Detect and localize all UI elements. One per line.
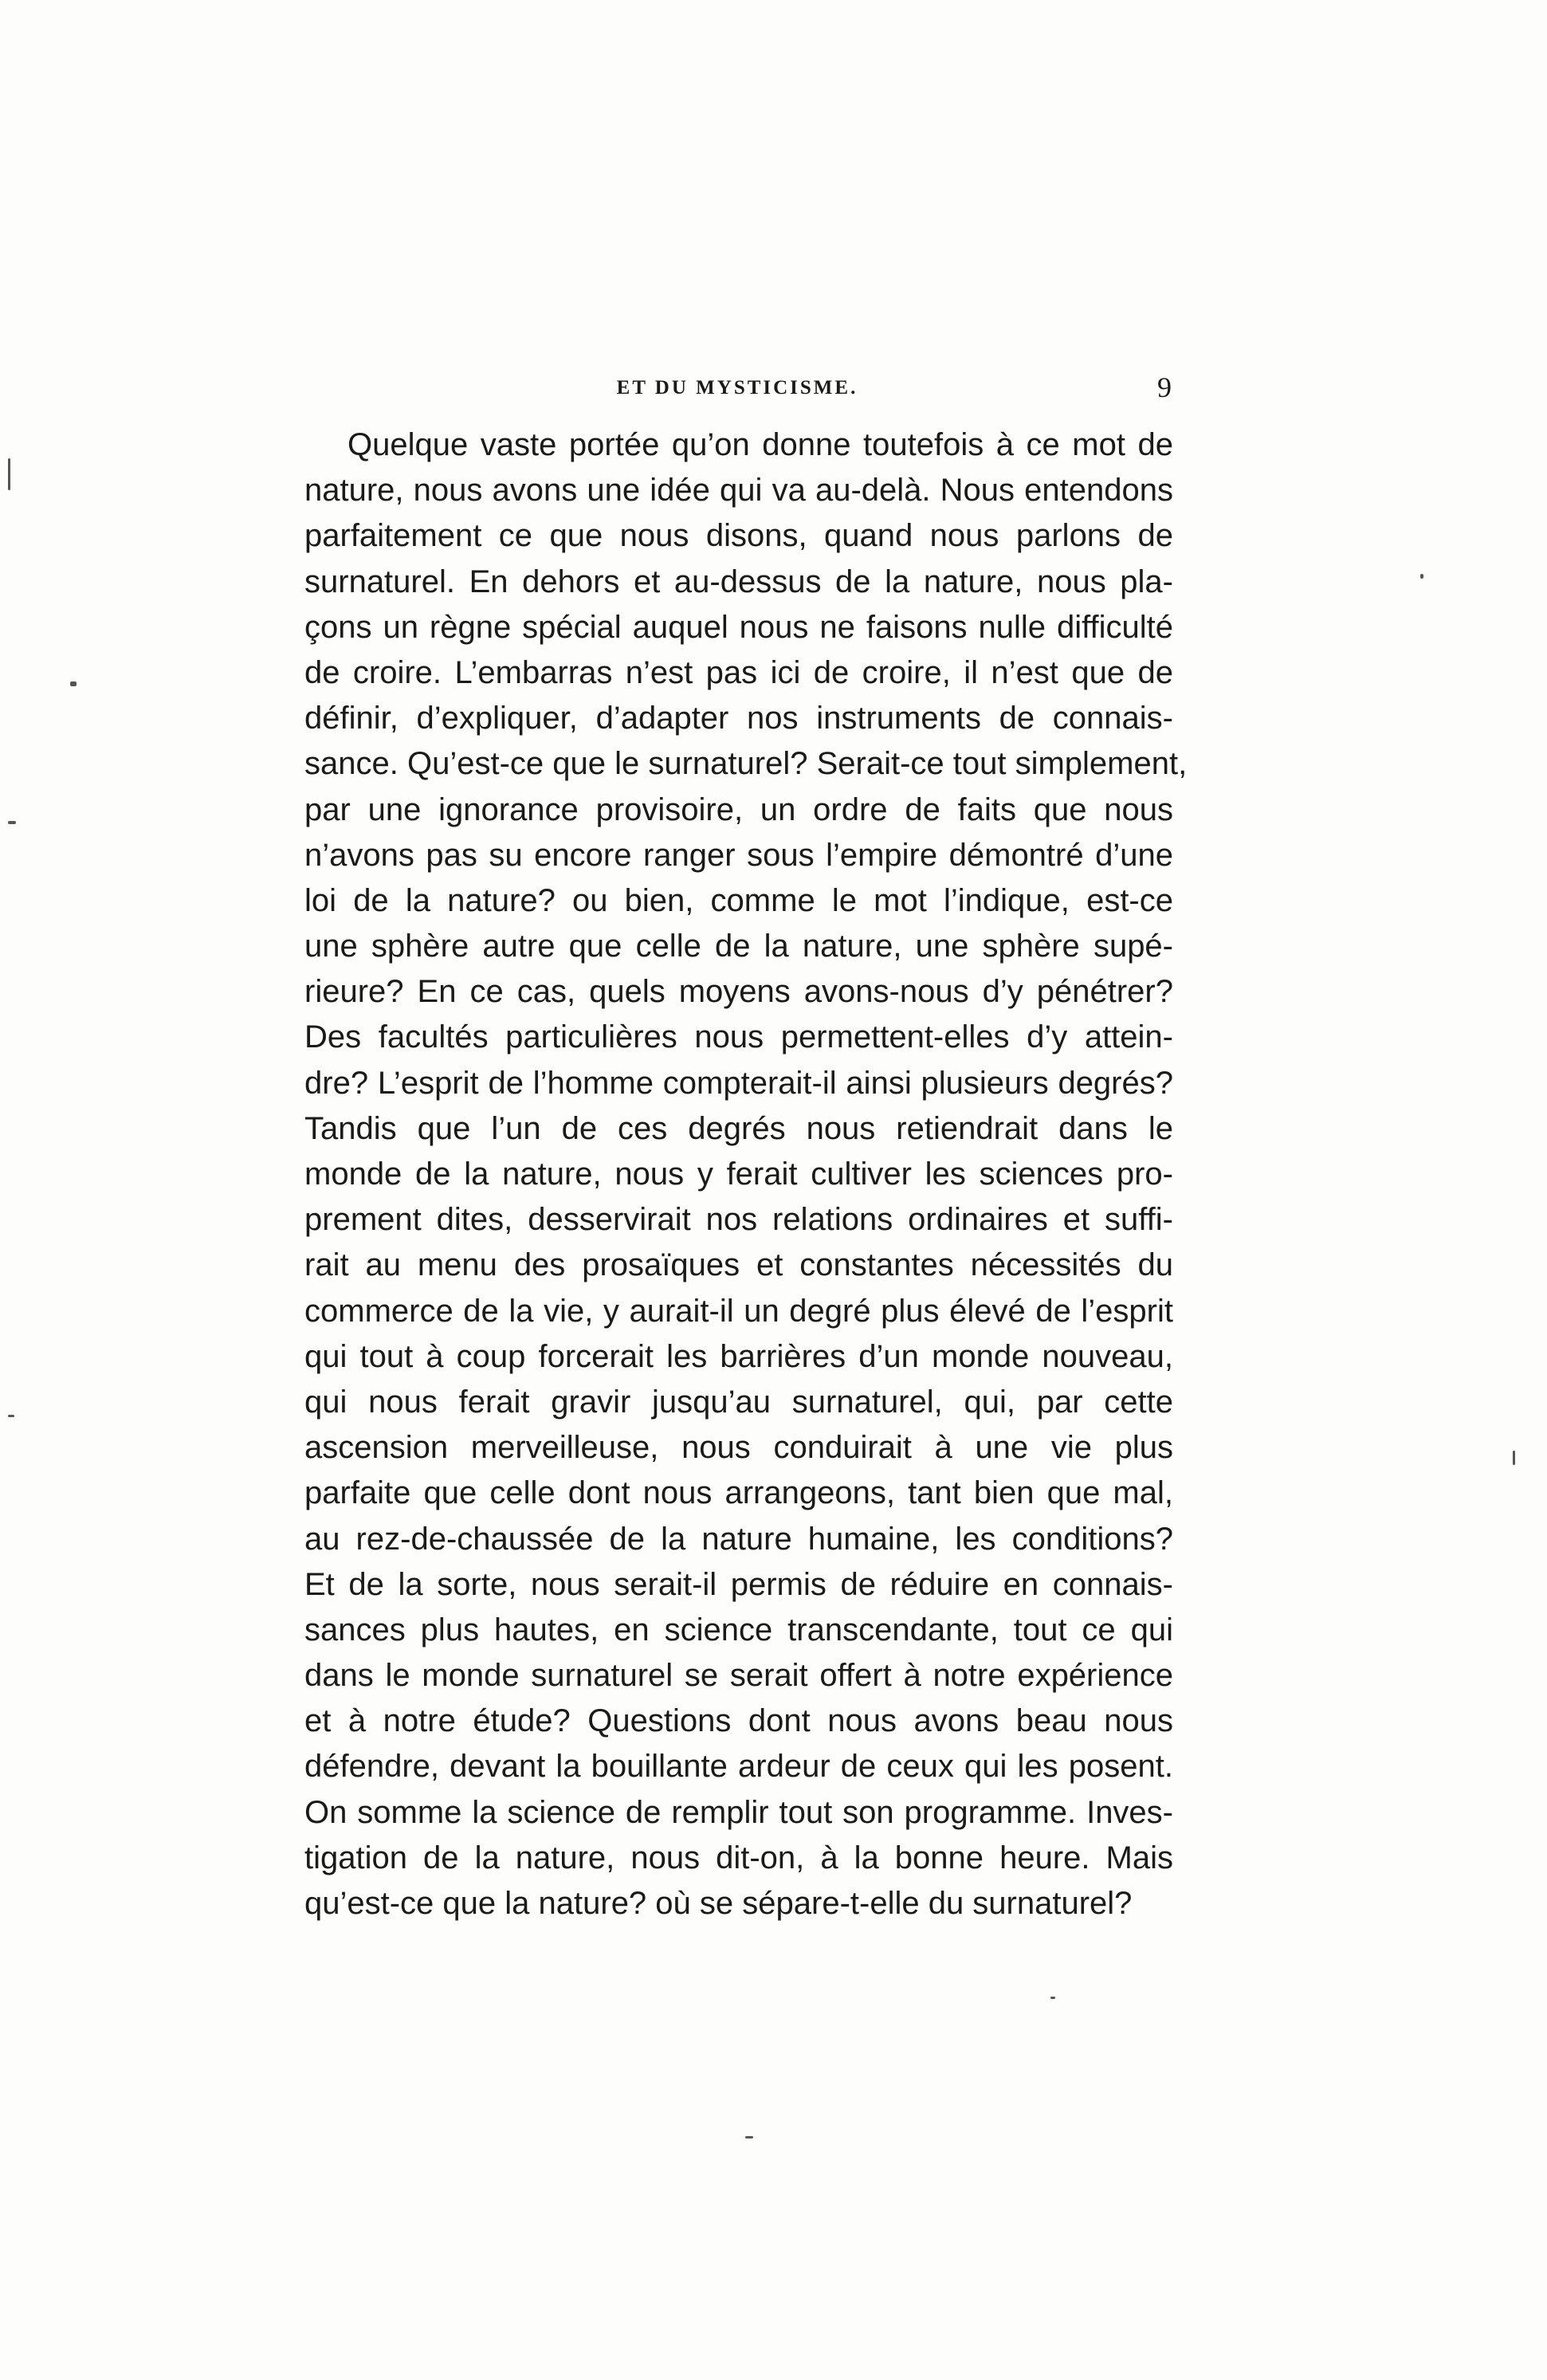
text-line: Tandis que l’un de ces degrés nous retiendrait dans le — [304, 1110, 1173, 1146]
text-line: défendre, devant la bouillante ardeur de ceux qui les posent. — [304, 1749, 1173, 1785]
text-line: loi de la nature? ou bien, comme le mot l’indique, est-ce — [304, 882, 1173, 918]
scan-speck — [1513, 1451, 1515, 1465]
text-line: une sphère autre que celle de la nature, une sphère supé- — [304, 929, 1173, 964]
scan-speck — [1050, 1997, 1055, 1999]
text-line: de croire. L’embarras n’est pas ici de croire, il n’est que de — [304, 654, 1173, 690]
text-line: tigation de la nature, nous dit-on, à la bonne heure. Mais — [304, 1840, 1173, 1875]
text-line: dans le monde surnaturel se serait offert à notre expérience — [304, 1658, 1173, 1694]
text-line: commerce de la vie, y aurait-il un degré plus élevé de l’esprit — [304, 1293, 1173, 1329]
text-line: monde de la nature, nous y ferait cultiver les sciences pro- — [304, 1157, 1173, 1192]
text-line: prement dites, desservirait nos relations ordinaires et suffi- — [304, 1202, 1173, 1238]
text-line: dre? L’esprit de l’homme compterait-il ainsi plusieurs degrés? — [304, 1065, 1173, 1101]
text-line: rieure? En ce cas, quels moyens avons-nous d’y pénétrer? — [304, 974, 1173, 1010]
running-head — [303, 371, 1172, 410]
scan-speck — [8, 458, 10, 490]
text-line: rait au menu des prosaïques et constantes nécessités du — [304, 1247, 1173, 1283]
body-text — [304, 422, 1188, 1926]
text-line: par une ignorance provisoire, un ordre de faits que nous — [304, 791, 1173, 827]
text-line: sance. Qu’est-ce que le surnaturel? Serait-ce tout simplement, — [304, 746, 1188, 782]
text-line: On somme la science de remplir tout son programme. Inves- — [304, 1794, 1173, 1830]
text-line: qui nous ferait gravir jusqu’au surnaturel, qui, par cette — [304, 1384, 1173, 1420]
text-line: au rez-de-chaussée de la nature humaine, les conditions? — [304, 1521, 1173, 1557]
text-line: Et de la sorte, nous serait-il permis de réduire en connais- — [304, 1566, 1173, 1602]
text-line: parfaitement ce que nous disons, quand nous parlons de — [304, 518, 1173, 554]
scan-speck — [70, 681, 77, 686]
text-line: Quelque vaste portée qu’on donne toutefois à ce mot de — [347, 427, 1173, 462]
text-line: parfaite que celle dont nous arrangeons, tant bien que mal, — [304, 1475, 1173, 1511]
text-line: n’avons pas su encore ranger sous l’empire démontré d’une — [304, 837, 1173, 873]
text-line: et à notre étude? Questions dont nous avons beau nous — [304, 1703, 1173, 1739]
scan-speck — [8, 821, 16, 824]
page-number: 9 — [1157, 371, 1172, 403]
scan-speck — [8, 1415, 14, 1417]
text-line: çons un règne spécial auquel nous ne faisons nulle difficulté — [304, 609, 1173, 645]
text-line: qui tout à coup forcerait les barrières d’un monde nouveau, — [304, 1338, 1173, 1374]
text-line: surnaturel. En dehors et au-dessus de la nature, nous pla- — [304, 564, 1173, 599]
text-line: définir, d’expliquer, d’adapter nos instruments de connais- — [304, 701, 1173, 736]
text-line: sances plus hautes, en science transcendante, tout ce qui — [304, 1612, 1173, 1648]
text-line: nature, nous avons une idée qui va au-delà. Nous entendons — [304, 473, 1173, 509]
text-line: qu’est-ce que la nature? où se sépare-t-elle du surnaturel? — [304, 1886, 1133, 1921]
text-line: ascension merveilleuse, nous conduirait à une vie plus — [304, 1430, 1173, 1466]
running-title: ET DU MYSTICISME. — [616, 377, 858, 399]
scan-speck — [1420, 574, 1423, 579]
scan-speck — [745, 2136, 753, 2138]
text-line: Des facultés particulières nous permettent-elles d’y attein- — [304, 1019, 1173, 1055]
